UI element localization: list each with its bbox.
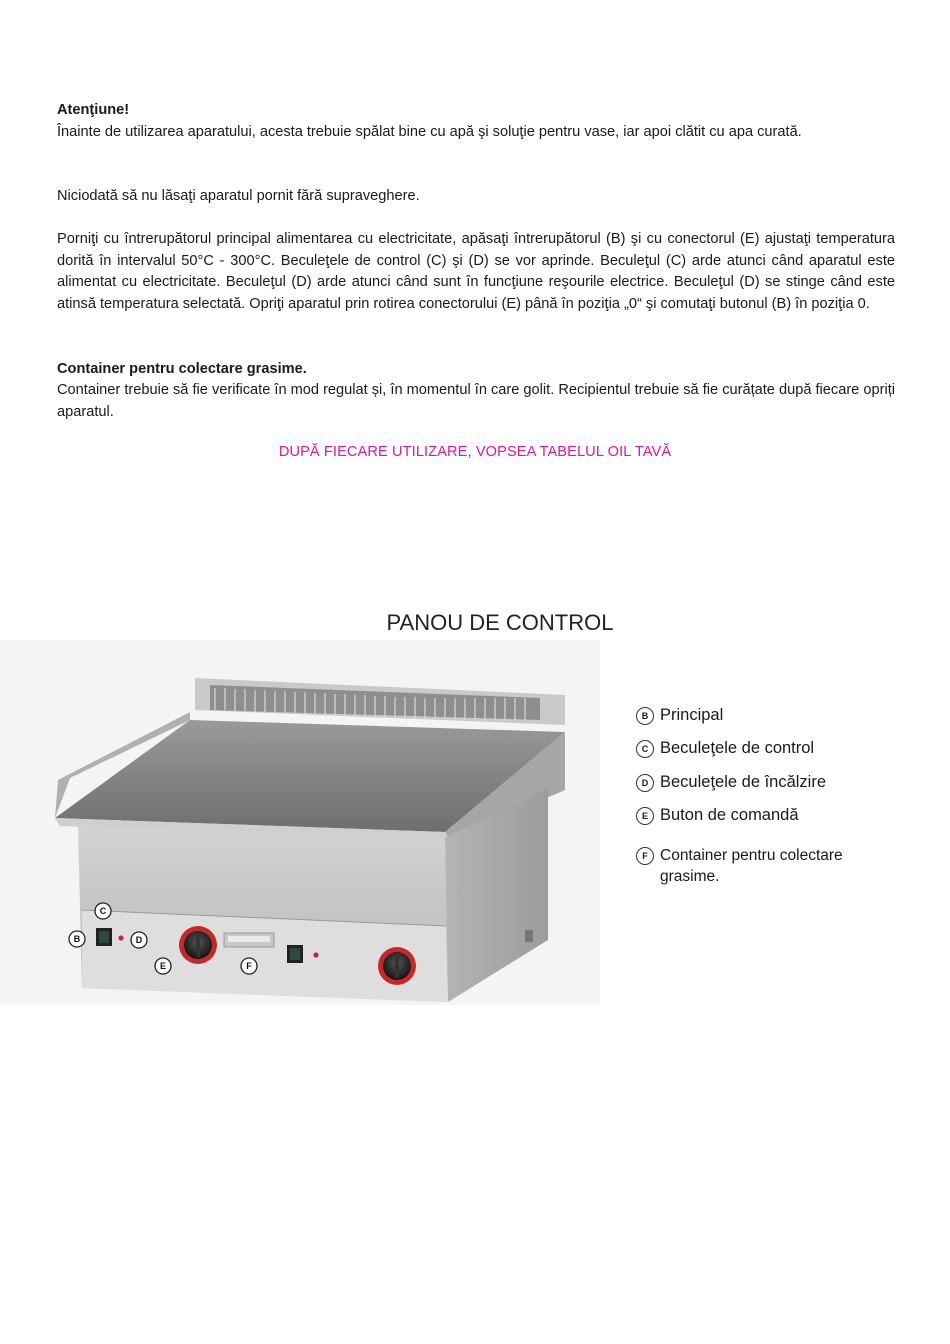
legend-item-b — [636, 706, 723, 725]
instructions-paragraph: Porniţi cu întrerupătorul principal alimentarea cu electricitate, apăsaţi întrerupătorul (B) şi cu conectorul (E) ajustaţi temperatura dorită în intervalul 50°C - 300°C. Beculeţele de control (C) şi (D) se vor aprinde. Beculeţul (C) arde atunci când aparatul este alimentat cu electricitate. Beculeţul (D) arde atunci când sunt în funcţiune reşourile electrice. Beculeţul (D) se stinge când este atinsă temperatura selectată. Opriţi aparatul prin rotirea conectorului (E) până în poziţia „0“ şi comutaţi butonul (B) în poziţia 0. — [57, 231, 895, 312]
photo-marker-d: D — [135, 935, 143, 945]
legend-marker-f: F — [636, 847, 654, 865]
photo-marker-e: E — [159, 961, 167, 971]
panel-title: PANOU DE CONTROL — [386, 610, 614, 635]
legend-label-b: Principal — [660, 706, 724, 724]
legend-item-f — [636, 845, 906, 887]
attention-heading: Atenţiune! — [57, 102, 130, 118]
legend-label-c: Beculeţele de control — [660, 739, 815, 757]
legend-label-e: Buton de comandă — [660, 806, 799, 824]
legend-item-c — [636, 739, 814, 758]
legend-item-d — [636, 773, 826, 792]
griddle-photo — [0, 640, 600, 1005]
container-heading: Container pentru colectare grasime. — [57, 361, 307, 377]
container-body: Container trebuie să fie verificate în mod regulat și, în momentul în care golit. Recipientul trebuie să fie curățate după fiecare opriți aparatul. — [57, 382, 895, 420]
legend-item-e — [636, 806, 799, 825]
photo-marker-c: C — [99, 906, 107, 916]
legend-marker-e: E — [636, 807, 654, 825]
cleaning-note: DUPĂ FIECARE UTILIZARE, VOPSEA TABELUL OIL TAVĂ — [278, 444, 672, 460]
attention-body: Înainte de utilizarea aparatului, acesta trebuie spălat bine cu apă şi soluţie pentru vase, iar apoi clătit cu apa curată. — [57, 124, 802, 140]
warning-text: Niciodată să nu lăsaţi aparatul pornit fără supraveghere. — [57, 188, 420, 204]
photo-marker-f: F — [246, 961, 252, 971]
legend-marker-b: B — [636, 707, 654, 725]
legend-label-f: Container pentru colectare grasime. — [660, 847, 843, 885]
photo-marker-b: B — [73, 934, 81, 944]
legend-marker-d: D — [636, 774, 654, 792]
legend-label-d: Beculeţele de încălzire — [660, 773, 827, 791]
legend-marker-c: C — [636, 740, 654, 758]
